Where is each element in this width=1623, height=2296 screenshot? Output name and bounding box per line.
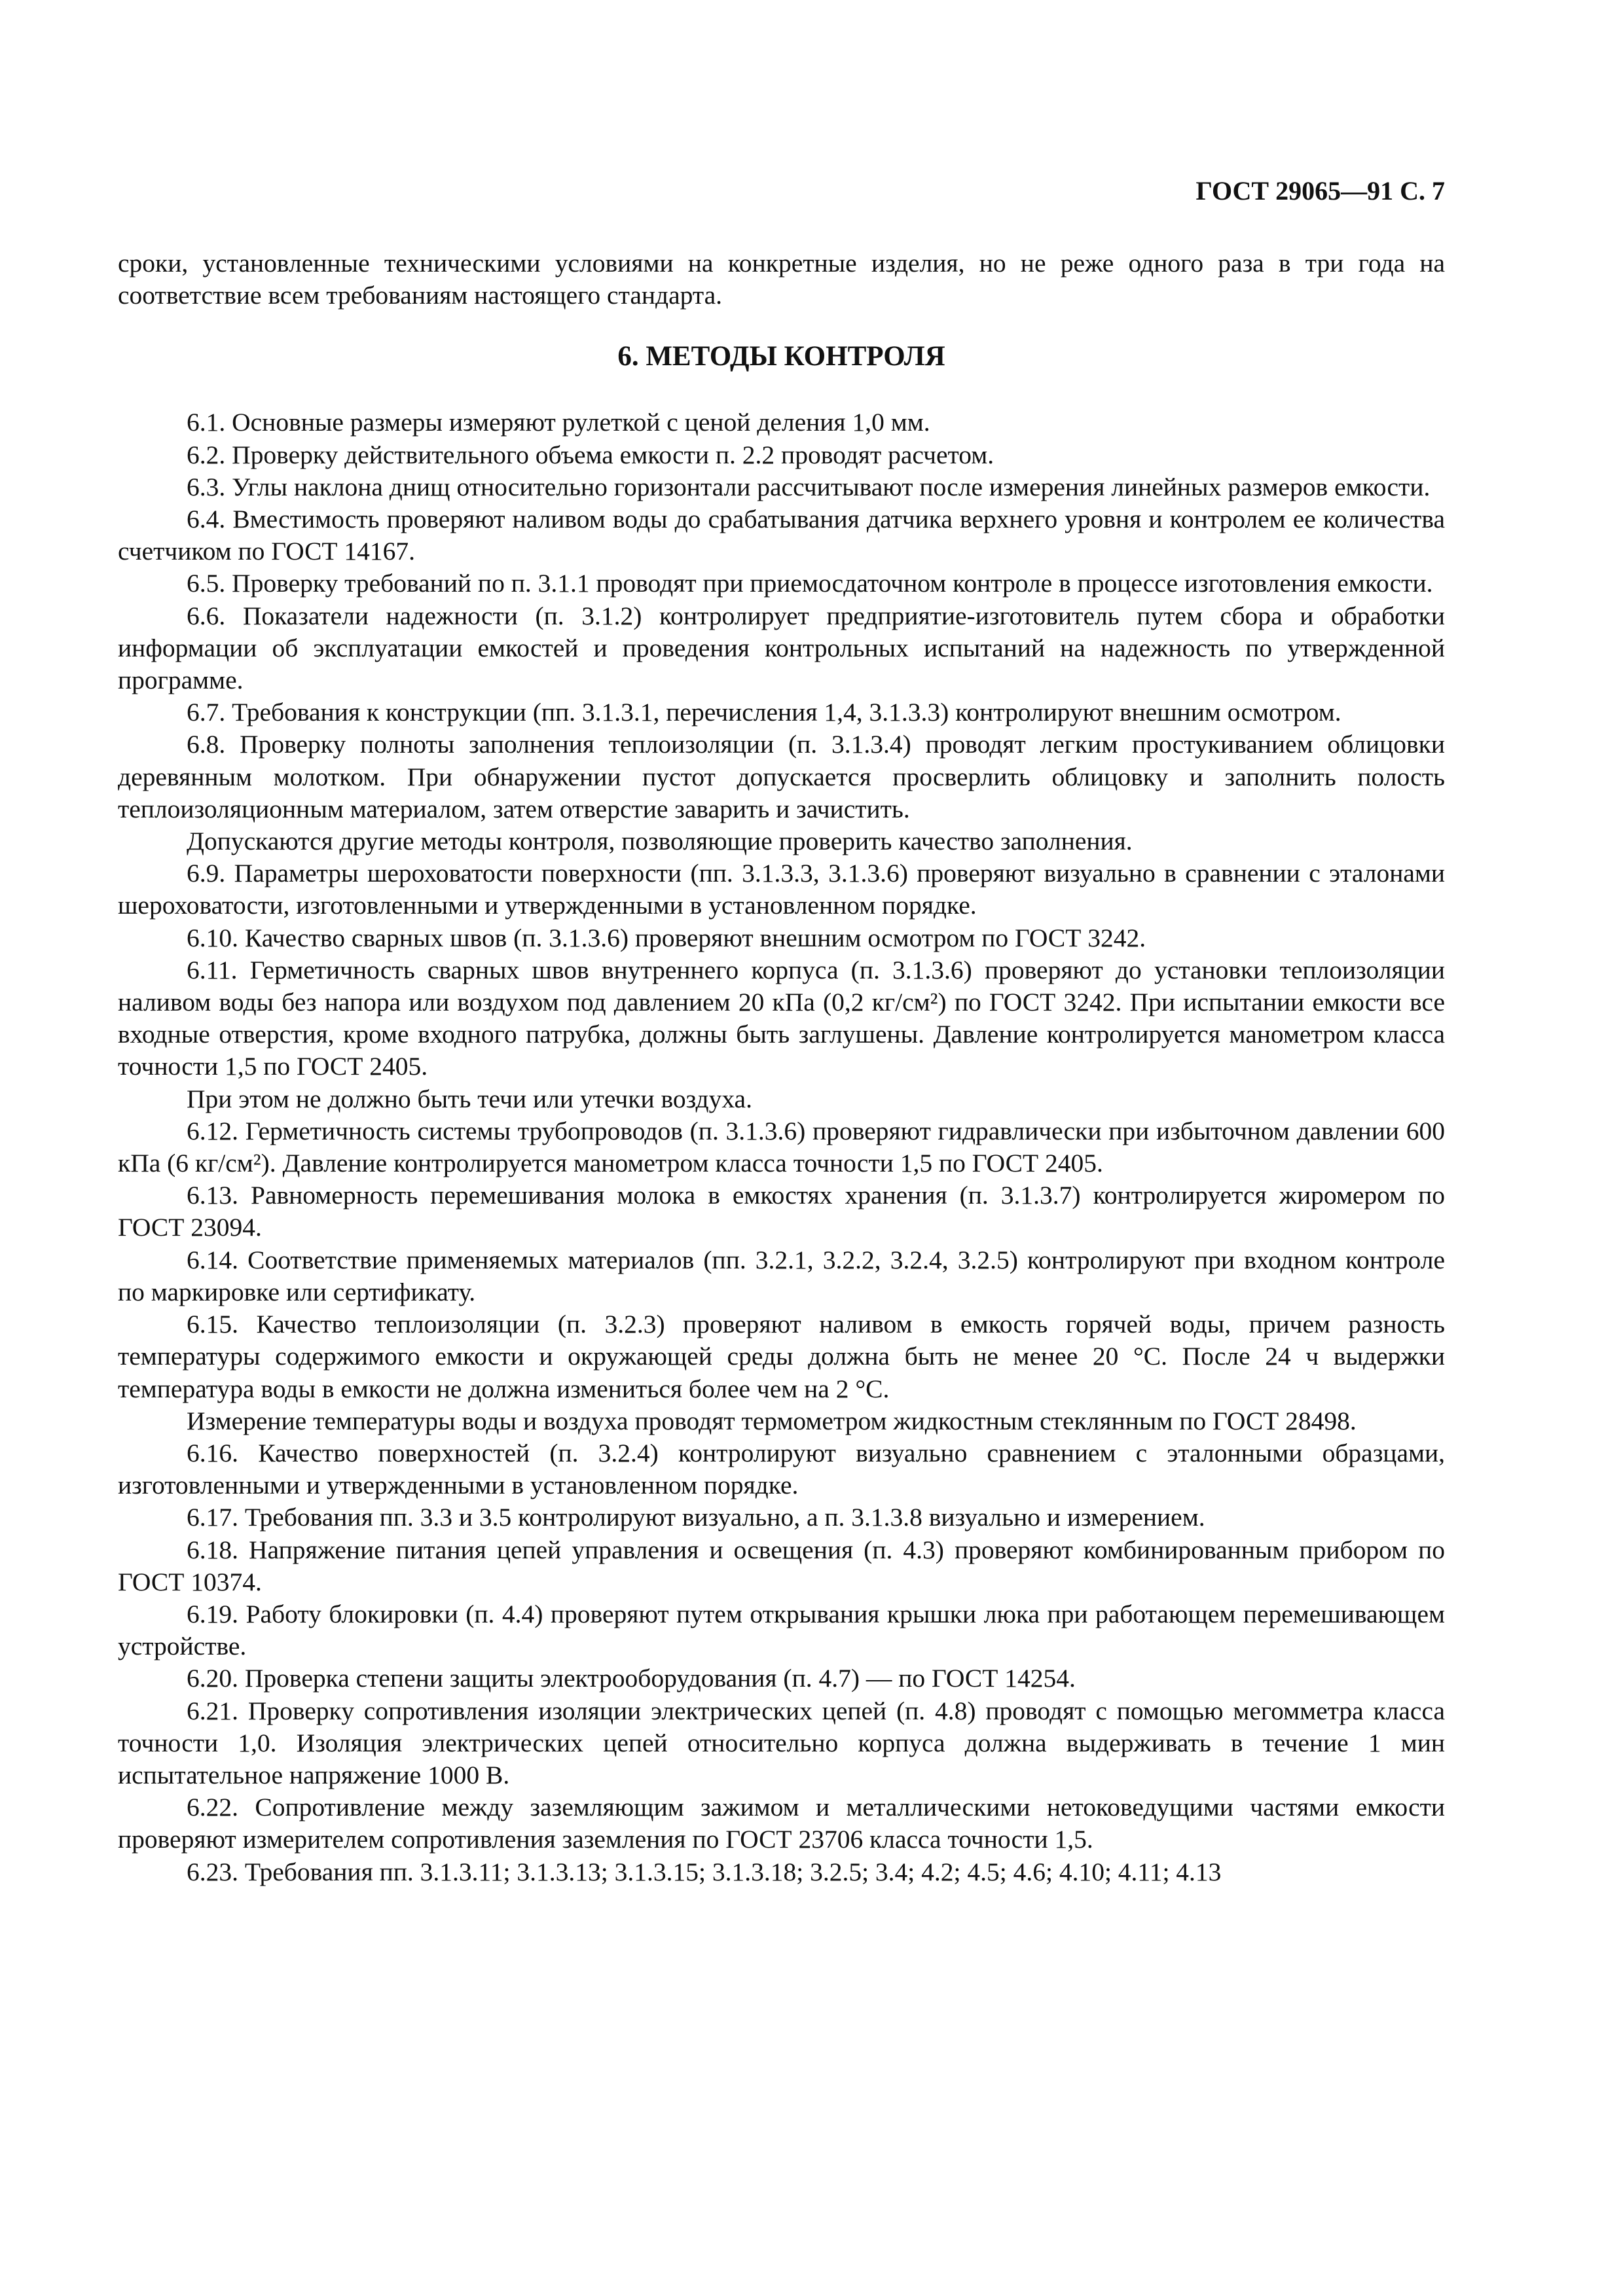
paragraph-6-1: 6.1. Основные размеры измеряют рулеткой с ценой деления 1,0 мм. bbox=[187, 408, 930, 437]
paragraph-6-16: 6.16. Качество поверхностей (п. 3.2.4) контролируют визуально сравнением с эталонными образцами, изготовленными и утвержденными в установленном порядке. bbox=[118, 1438, 1445, 1500]
paragraph-6-15-note: Измерение температуры воды и воздуха проводят термометром жидкостным стеклянным по ГОСТ 28498. bbox=[187, 1406, 1357, 1435]
paragraph-6-5: 6.5. Проверку требований по п. 3.1.1 проводят при приемосдаточном контроле в процессе изготовления емкости. bbox=[187, 569, 1433, 598]
paragraph-6-9: 6.9. Параметры шероховатости поверхности (пп. 3.1.3.3, 3.1.3.6) проверяют визуально в сравнении с эталонами шероховатости, изготовленными и утвержденными в установленном порядке. bbox=[118, 859, 1445, 920]
paragraph-6-19: 6.19. Работу блокировки (п. 4.4) проверяют путем открывания крышки люка при работающем перемешивающем устройстве. bbox=[118, 1599, 1445, 1661]
paragraph-6-8: 6.8. Проверку полноты заполнения теплоизоляции (п. 3.1.3.4) проводят легким простукиванием облицовки деревянным молотком. При обнаружении пустот допускается просверлить облицовку и заполнить полость теплоизоляционным материалом, затем отверстие заварить и зачистить. bbox=[118, 730, 1445, 823]
paragraph-6-11-note: При этом не должно быть течи или утечки воздуха. bbox=[187, 1084, 752, 1113]
document-body bbox=[118, 247, 1445, 1888]
paragraph-6-20: 6.20. Проверка степени защиты электрооборудования (п. 4.7) — по ГОСТ 14254. bbox=[187, 1664, 1076, 1693]
paragraph-6-8-note: Допускаются другие методы контроля, позволяющие проверить качество заполнения. bbox=[187, 827, 1133, 856]
paragraph-6-11: 6.11. Герметичность сварных швов внутреннего корпуса (п. 3.1.3.6) проверяют до установки теплоизоляции наливом воды без напора или воздухом под давлением 20 кПа (0,2 кг/см²) по ГОСТ 3242. При испытании емкости все входные отверстия, кроме входного патрубка, должны быть заглушены. Давление контролируется манометром класса точности 1,5 по ГОСТ 2405. bbox=[118, 955, 1445, 1081]
paragraph-6-23: 6.23. Требования пп. 3.1.3.11; 3.1.3.13; 3.1.3.15; 3.1.3.18; 3.2.5; 3.4; 4.2; 4.5; 4.6; 4.10; 4.11; 4.13 bbox=[187, 1857, 1222, 1886]
paragraph-6-22: 6.22. Сопротивление между заземляющим зажимом и металлическими нетоковедущими частями емкости проверяют измерителем сопротивления заземления по ГОСТ 23706 класса точности 1,5. bbox=[118, 1793, 1445, 1854]
paragraph-6-13: 6.13. Равномерность перемешивания молока в емкостях хранения (п. 3.1.3.7) контролируется жиромером по ГОСТ 23094. bbox=[118, 1181, 1445, 1242]
paragraph-6-10: 6.10. Качество сварных швов (п. 3.1.3.6) проверяют внешним осмотром по ГОСТ 3242. bbox=[187, 923, 1146, 952]
paragraph-6-17: 6.17. Требования пп. 3.3 и 3.5 контролируют визуально, а п. 3.1.3.8 визуально и измерением. bbox=[187, 1503, 1205, 1532]
paragraph-6-14: 6.14. Соответствие применяемых материалов (пп. 3.2.1, 3.2.2, 3.2.4, 3.2.5) контролируют при входном контроле по маркировке или сертификату. bbox=[118, 1245, 1445, 1306]
section-title: 6. МЕТОДЫ КОНТРОЛЯ bbox=[617, 341, 945, 372]
paragraph-6-3: 6.3. Углы наклона днищ относительно горизонтали рассчитывают после измерения линейных размеров емкости. bbox=[187, 472, 1431, 501]
paragraph-6-7: 6.7. Требования к конструкции (пп. 3.1.3.1, перечисления 1,4, 3.1.3.3) контролируют внешним осмотром. bbox=[187, 698, 1341, 727]
paragraph-6-12: 6.12. Герметичность системы трубопроводов (п. 3.1.3.6) проверяют гидравлически при избыточном давлении 600 кПа (6 кг/см²). Давление контролируется манометром класса точности 1,5 по ГОСТ 2405. bbox=[118, 1116, 1445, 1178]
paragraph-6-18: 6.18. Напряжение питания цепей управления и освещения (п. 4.3) проверяют комбинированным прибором по ГОСТ 10374. bbox=[118, 1535, 1445, 1596]
paragraph-6-15: 6.15. Качество теплоизоляции (п. 3.2.3) проверяют наливом в емкость горячей воды, причем разность температуры содержимого емкости и окружающей среды должна быть не менее 20 °С. После 24 ч выдержки температура воды в емкости не должна измениться более чем на 2 °С. bbox=[118, 1310, 1445, 1403]
paragraph-6-2: 6.2. Проверку действительного объема емкости п. 2.2 проводят расчетом. bbox=[187, 440, 994, 469]
page-header: ГОСТ 29065—91 С. 7 bbox=[1195, 176, 1445, 206]
paragraph-6-4: 6.4. Вместимость проверяют наливом воды до срабатывания датчика верхнего уровня и контролем ее количества счетчиком по ГОСТ 14167. bbox=[118, 505, 1445, 566]
paragraph-6-6: 6.6. Показатели надежности (п. 3.1.2) контролирует предприятие-изготовитель путем сбора и обработки информации об эксплуатации емкостей и проведения контрольных испытаний на надежность по утвержденной программе. bbox=[118, 601, 1445, 695]
paragraph-6-21: 6.21. Проверку сопротивления изоляции электрических цепей (п. 4.8) проводят с помощью мегомметра класса точности 1,0. Изоляция электрических цепей относительно корпуса должна выдерживать в течение 1 мин испытательное напряжение 1000 В. bbox=[118, 1696, 1445, 1789]
intro-paragraph: сроки, установленные техническими условиями на конкретные изделия, но не реже одного раза в три года на соответствие всем требованиям настоящего стандарта. bbox=[118, 249, 1445, 310]
